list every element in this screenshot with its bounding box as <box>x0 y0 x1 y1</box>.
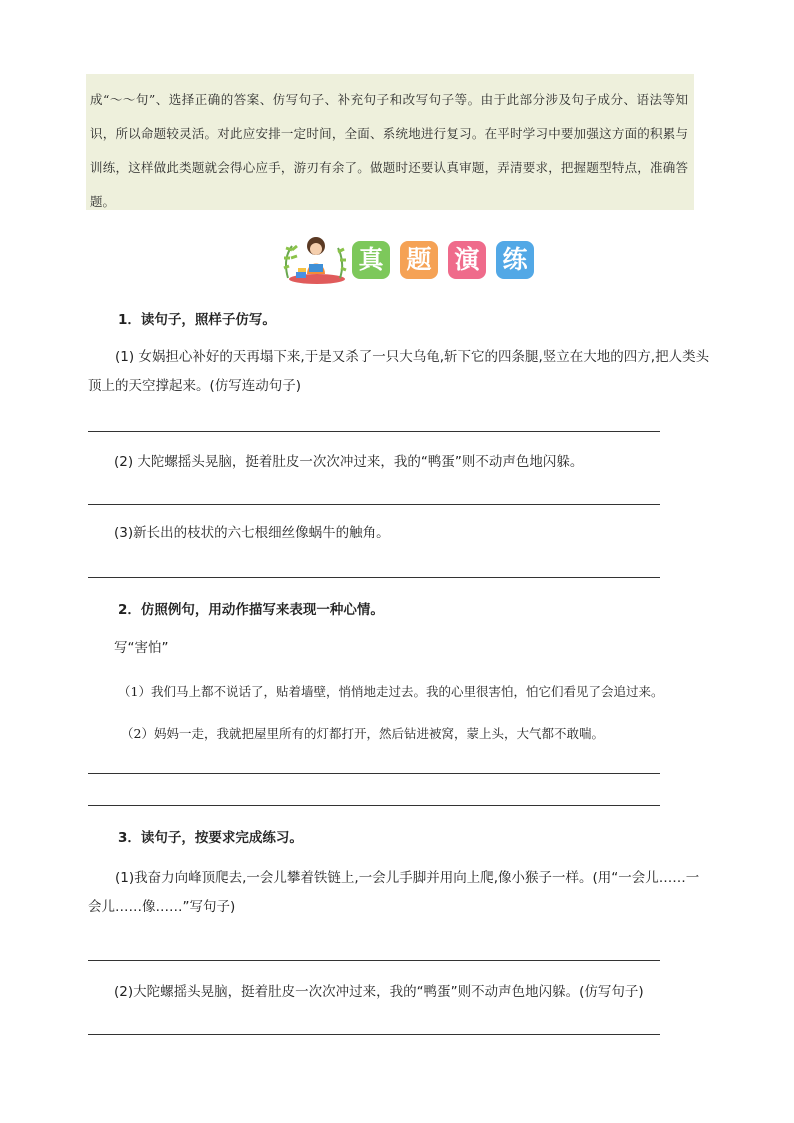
answer-line[interactable] <box>88 577 660 578</box>
answer-line[interactable] <box>88 960 660 961</box>
question-2-example-2: （2）妈妈一走，我就把屋里所有的灯都打开，然后钻进被窝，蒙上头，大气都不敢喘。 <box>121 726 604 741</box>
question-3-item-2: (2)大陀螺摇头晃脑，挺着肚皮一次次冲过来，我的“鸭蛋”则不动声色地闪躲。(仿写句子) <box>114 984 644 1000</box>
question-1-item-3: (3)新长出的枝状的六七根细丝像蜗牛的触角。 <box>114 525 390 541</box>
reading-girl-illustration <box>282 234 348 284</box>
answer-line[interactable] <box>88 805 660 806</box>
answer-line[interactable] <box>88 773 660 774</box>
answer-line[interactable] <box>88 431 660 432</box>
question-3-item-1: (1)我奋力向峰顶爬去,一会儿攀着铁链上,一会儿手脚并用向上爬,像小猴子一样。(用“一会儿……一会儿……像……”写句子) <box>88 870 700 915</box>
question-1-title: 1．读句子，照样子仿写。 <box>118 312 276 328</box>
question-1-item-2: (2) 大陀螺摇头晃脑，挺着肚皮一次次冲过来，我的“鸭蛋”则不动声色地闪躲。 <box>114 454 584 470</box>
question-2-prompt: 写“害怕” <box>114 640 169 656</box>
answer-line[interactable] <box>88 504 660 505</box>
banner-char-2: 题 <box>400 241 438 279</box>
intro-text: 成“～～句”、选择正确的答案、仿写句子、补充句子和改写句子等。由于此部分涉及句子成分、语法等知识，所以命题较灵活。对此应安排一定时间，全面、系统地进行复习。在平时学习中要加强这方面的积累与训练，这样做此类题就会得心应手，游刃有余了。做题时还要认真审题，弄清要求，把握题型特点，准确答题。 <box>90 92 688 209</box>
banner-char-4: 练 <box>496 241 534 279</box>
section-banner <box>282 234 542 284</box>
banner-char-1: 真 <box>352 241 390 279</box>
question-3-title: 3．读句子，按要求完成练习。 <box>118 830 303 846</box>
answer-line[interactable] <box>88 1034 660 1035</box>
question-2-title: 2．仿照例句，用动作描写来表现一种心情。 <box>118 602 384 618</box>
intro-box <box>86 74 694 210</box>
banner-char-3: 演 <box>448 241 486 279</box>
question-2-example-1: （1）我们马上都不说话了，贴着墙壁，悄悄地走过去。我的心里很害怕，怕它们看见了会追过来。 <box>118 684 664 699</box>
question-1-item-1: (1) 女娲担心补好的天再塌下来,于是又杀了一只大乌龟,斩下它的四条腿,竖立在大地的四方,把人类头顶上的天空撑起来。(仿写连动句子) <box>88 349 710 394</box>
